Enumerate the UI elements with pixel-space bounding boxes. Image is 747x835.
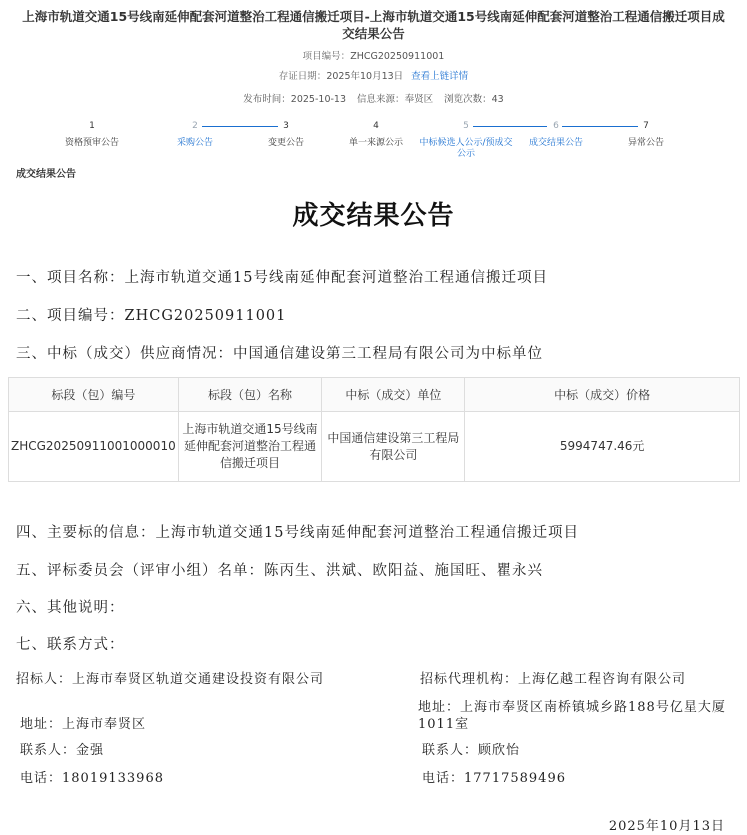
archive-date-label: 存证日期： — [278, 71, 327, 82]
item-contact-heading: 七、联系方式： — [16, 637, 125, 653]
step-exception[interactable] — [596, 120, 696, 149]
step-result[interactable] — [506, 120, 606, 149]
view-count — [444, 94, 504, 105]
publish-time-label: 发布时间： — [243, 94, 291, 105]
view-chain-details-link[interactable]: 查看上链详情 — [411, 71, 469, 82]
step-label: 采购公告 — [176, 138, 213, 148]
lot-code-cell: ZHCG20250911001000010 — [9, 412, 179, 482]
item-supplier: 三、中标（成交）供应商情况：中国通信建设第三工程局有限公司为中标单位 — [16, 346, 543, 362]
step-candidates[interactable] — [418, 120, 514, 160]
column-header: 标段（包）编号 — [9, 378, 179, 412]
step-label: 中标候选人公示/预成交公示 — [419, 138, 513, 159]
announcement-title: 上海市轨道交通15号线南延伸配套河道整治工程通信搬迁项目-上海市轨道交通15号线南延伸配套河道整治工程通信搬迁项目成交结果公告 — [22, 9, 725, 41]
item-other-notes: 六、其他说明： — [16, 600, 125, 616]
bidder-address: 地址：上海市奉贤区 — [20, 717, 147, 732]
archive-date-line — [0, 68, 747, 82]
step-change[interactable] — [236, 120, 336, 149]
lot-name-cell: 上海市轨道交通15号线南延伸配套河道整治工程通信搬迁项目 — [178, 412, 322, 482]
step-number: 5 — [463, 121, 469, 131]
step-label: 变更公告 — [267, 138, 304, 148]
info-source-label: 信息来源： — [357, 94, 405, 105]
column-header: 中标（成交）单位 — [322, 378, 465, 412]
view-count-label: 浏览次数： — [444, 94, 492, 105]
archive-date: 2025年10月13日 — [326, 71, 404, 82]
step-label: 异常公告 — [627, 138, 664, 148]
publish-info-line — [0, 91, 747, 105]
item-main-subject: 四、主要标的信息：上海市轨道交通15号线南延伸配套河道整治工程通信搬迁项目 — [16, 525, 579, 541]
step-single-source[interactable] — [326, 120, 426, 149]
announcement-date: 2025年10月13日 — [608, 819, 725, 834]
publish-time-value: 2025-10-13 — [290, 94, 347, 105]
step-qualification[interactable] — [42, 120, 142, 149]
agency-address: 地址：上海市奉贤区南桥镇城乡路188号亿星大厦1011室 — [418, 700, 726, 732]
agency-phone: 电话：17717589496 — [422, 771, 566, 786]
agency-name: 招标代理机构：上海亿越工程咨询有限公司 — [420, 672, 687, 687]
section-tag: 成交结果公告 — [16, 169, 76, 180]
item-committee: 五、评标委员会（评审小组）名单：陈丙生、洪斌、欧阳益、施国旺、瞿永兴 — [16, 563, 543, 579]
info-source — [357, 94, 433, 105]
project-number: ZHCG20250911001 — [350, 51, 445, 62]
item-project-number: 二、项目编号：ZHCG20250911001 — [16, 308, 287, 324]
result-table — [8, 377, 740, 482]
table-header-row — [9, 378, 740, 412]
view-count-value: 43 — [491, 94, 504, 105]
step-number: 4 — [373, 121, 379, 131]
bidder-name: 招标人：上海市奉贤区轨道交通建设投资有限公司 — [16, 672, 325, 687]
process-steps — [0, 120, 747, 160]
step-procurement[interactable] — [145, 120, 245, 149]
step-label: 资格预审公告 — [64, 138, 119, 148]
bidder-phone: 电话：18019133968 — [20, 771, 164, 786]
agency-contact-person: 联系人：顾欣怡 — [422, 743, 521, 758]
step-label: 单一来源公示 — [348, 138, 403, 148]
column-header: 标段（包）名称 — [178, 378, 322, 412]
document-title: 成交结果公告 — [292, 201, 455, 231]
step-number: 7 — [643, 121, 649, 131]
info-source-value: 奉贤区 — [404, 94, 434, 105]
step-number: 1 — [89, 121, 95, 131]
item-project-name: 一、项目名称：上海市轨道交通15号线南延伸配套河道整治工程通信搬迁项目 — [16, 270, 548, 286]
price-cell: 5994747.46元 — [465, 412, 740, 482]
publish-time — [243, 94, 346, 105]
step-number: 2 — [192, 121, 198, 131]
step-number: 6 — [553, 121, 559, 131]
project-number-label: 项目编号： — [302, 51, 351, 62]
bidder-contact-person: 联系人：金强 — [20, 743, 105, 758]
column-header: 中标（成交）价格 — [465, 378, 740, 412]
step-label: 成交结果公告 — [528, 138, 583, 148]
step-number: 3 — [283, 121, 289, 131]
project-number-line — [0, 48, 747, 62]
winner-cell: 中国通信建设第三工程局有限公司 — [322, 412, 465, 482]
table-row — [9, 412, 740, 482]
